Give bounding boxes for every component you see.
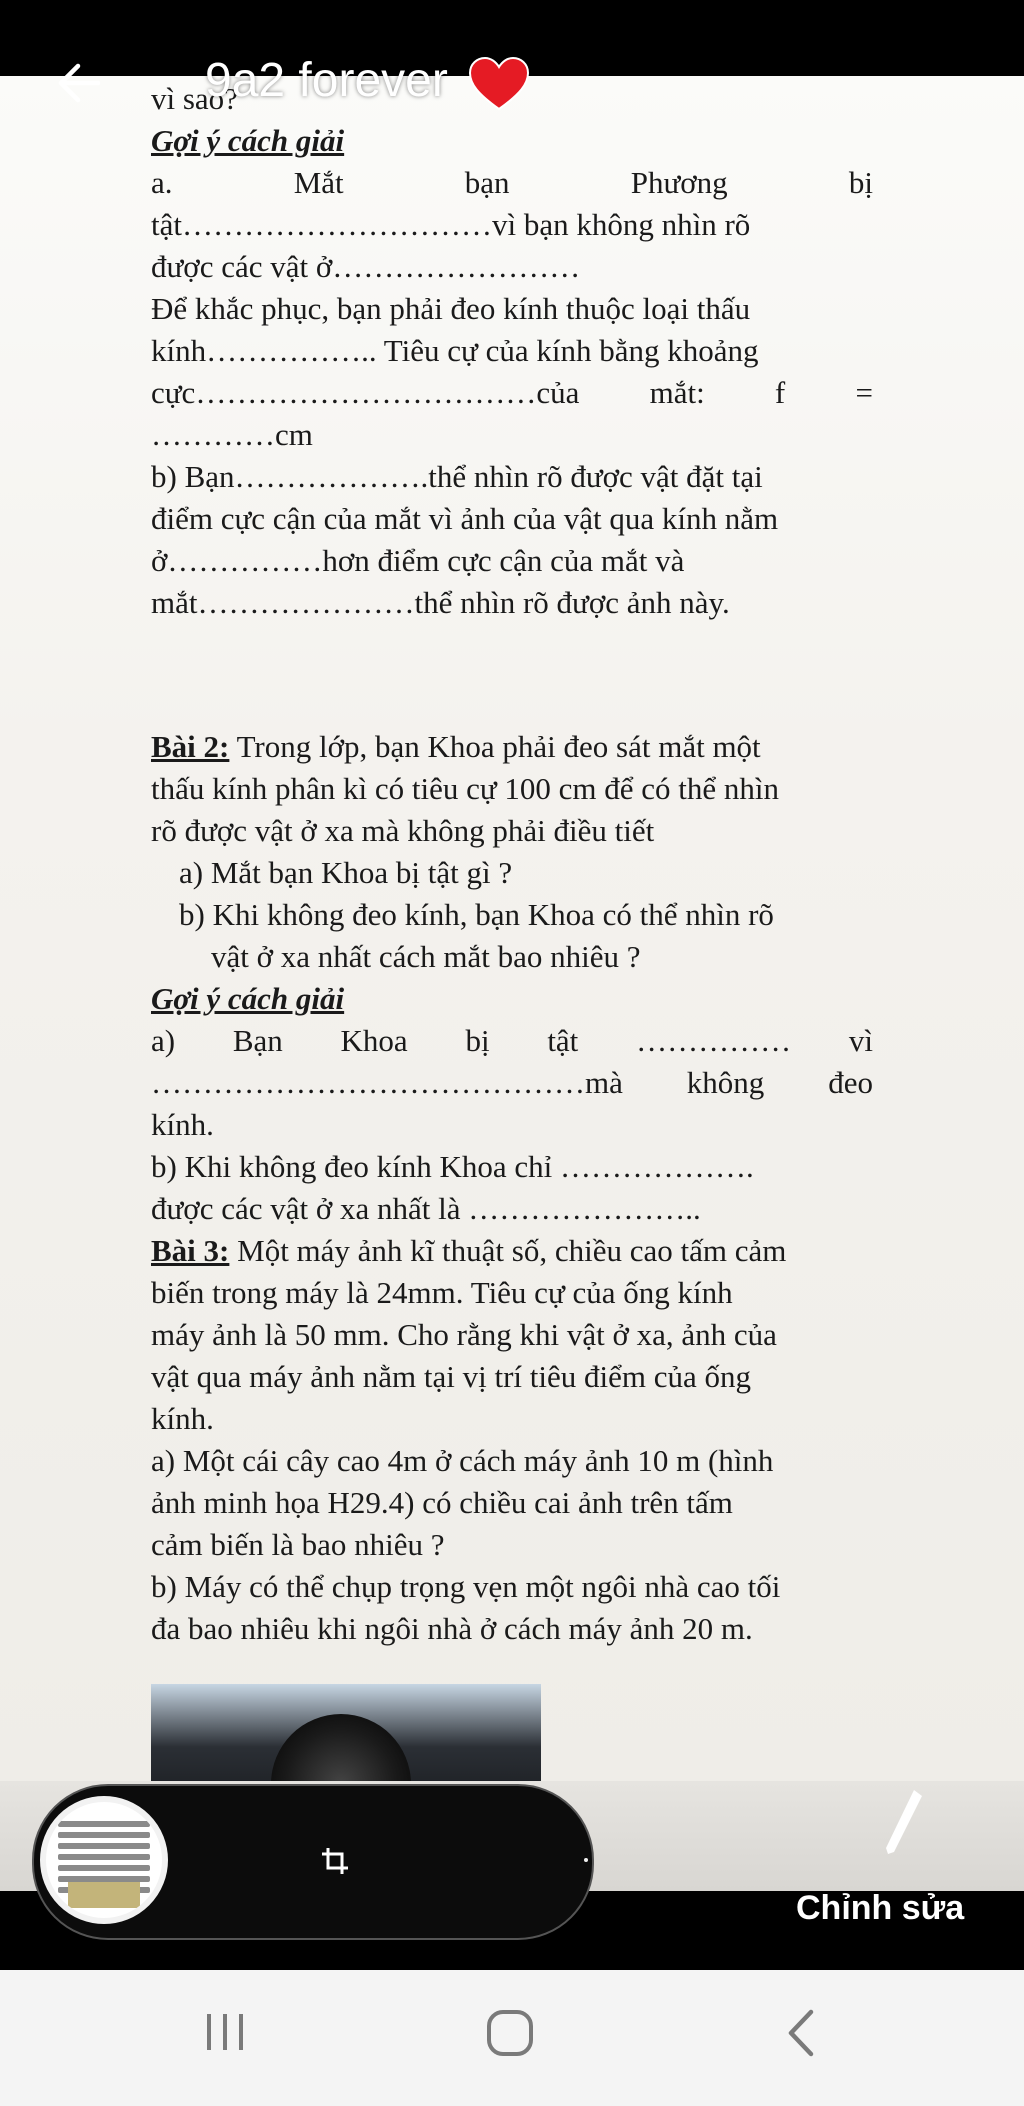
sec-a-line-3: được các vật ở…………………… <box>151 249 581 284</box>
bai2-hint-b-1: b) Khi không đeo kính Khoa chỉ ………………. <box>151 1149 754 1184</box>
document-text <box>151 78 873 624</box>
bai3-label: Bài 3: <box>151 1233 230 1268</box>
sec-b-line-3: ở……………hơn điểm cực cận của mắt và <box>151 543 685 578</box>
sec-a-line-5: kính…………….. Tiêu cự của kính bằng khoảng <box>151 333 759 368</box>
pen-icon[interactable] <box>880 1786 926 1858</box>
bai3-line-4: vật qua máy ảnh nằm tại vị trí tiêu điểm của ống <box>151 1359 752 1394</box>
recents-icon[interactable] <box>203 2012 247 2052</box>
bai2-line-2: thấu kính phân kì có tiêu cự 100 cm để có thể nhìn <box>151 771 780 806</box>
bai2-question-b-1: b) Khi không đeo kính, bạn Khoa có thể nhìn rõ <box>179 897 774 932</box>
bai3-question-b-1: b) Máy có thể chụp trọng vẹn một ngôi nhà cao tối <box>151 1569 781 1604</box>
sec-a-line-2: tật…………………………vì bạn không nhìn rõ <box>151 207 751 242</box>
bai3-line-3: máy ảnh là 50 mm. Cho rằng khi vật ở xa, ảnh của <box>151 1317 777 1352</box>
bai3-question-b-2: đa bao nhiêu khi ngôi nhà ở cách máy ảnh 20 m. <box>151 1611 753 1646</box>
bai2-question-b-2: vật ở xa nhất cách mắt bao nhiêu ? <box>211 939 641 974</box>
sec-b-line-1: b) Bạn……………….thể nhìn rõ được vật đặt tại <box>151 459 763 494</box>
bai3-line-5: kính. <box>151 1401 214 1436</box>
bai3-question-a-3: cảm biến là bao nhiêu ? <box>151 1527 445 1562</box>
bai3-question-a-1: a) Một cái cây cao 4m ở cách máy ảnh 10 m (hình <box>151 1443 774 1478</box>
bai2-block <box>151 726 873 1650</box>
bai2-hint-b-2: được các vật ở xa nhất là ………………….. <box>151 1191 701 1226</box>
sec-b-line-4: mắt…………………thể nhìn rõ được ảnh này. <box>151 585 730 620</box>
home-icon[interactable] <box>487 2010 533 2056</box>
edit-button[interactable]: Chỉnh sửa <box>796 1889 965 1927</box>
sec-a-line-6: cực……………………………của mắt: f = <box>151 375 873 410</box>
crop-icon[interactable] <box>320 1846 350 1876</box>
image-thumbnail[interactable] <box>40 1796 168 1924</box>
top-fragment: vì sao? <box>151 81 238 116</box>
bai2-line-3: rõ được vật ở xa mà không phải điều tiết <box>151 813 655 848</box>
heart-icon <box>468 56 530 112</box>
bai2-hint-a-2: ……………………………………mà không đeo <box>151 1065 873 1100</box>
bai3-line-2: biến trong máy là 24mm. Tiêu cự của ống kính <box>151 1275 733 1310</box>
sec-b-line-2: điểm cực cận của mắt vì ảnh của vật qua kính nằm <box>151 501 779 536</box>
hint-heading-1: Gợi ý cách giải <box>151 123 345 158</box>
arrow-left-icon[interactable] <box>54 58 104 108</box>
bai2-question-a: a) Mắt bạn Khoa bị tật gì ? <box>179 855 513 890</box>
sec-a-line-7: …………cm <box>151 417 313 452</box>
indicator-dot <box>584 1858 588 1862</box>
bai3-line-1: Bài 3: Một máy ảnh kĩ thuật số, chiều cao tấm cảm <box>151 1233 787 1268</box>
bai2-hint-a-1: a) Bạn Khoa bị tật …………… vì <box>151 1023 873 1058</box>
bai2-label: Bài 2: <box>151 729 230 764</box>
bai2-line-1: Bài 2: Trong lớp, bạn Khoa phải đeo sát mắt một <box>151 729 761 764</box>
bai3-question-a-2: ảnh minh họa H29.4) có chiều cai ảnh trên tấm <box>151 1485 733 1520</box>
hint-heading-2: Gợi ý cách giải <box>151 981 345 1016</box>
back-chevron-icon[interactable] <box>781 2008 821 2058</box>
sec-a-line-4: Để khắc phục, bạn phải đeo kính thuộc loại thấu <box>151 291 751 326</box>
bai2-hint-a-3: kính. <box>151 1107 214 1142</box>
viewer-title: 9a2 forever <box>205 54 448 107</box>
sec-a-line-1: a. Mắt bạn Phương bị <box>151 165 873 200</box>
